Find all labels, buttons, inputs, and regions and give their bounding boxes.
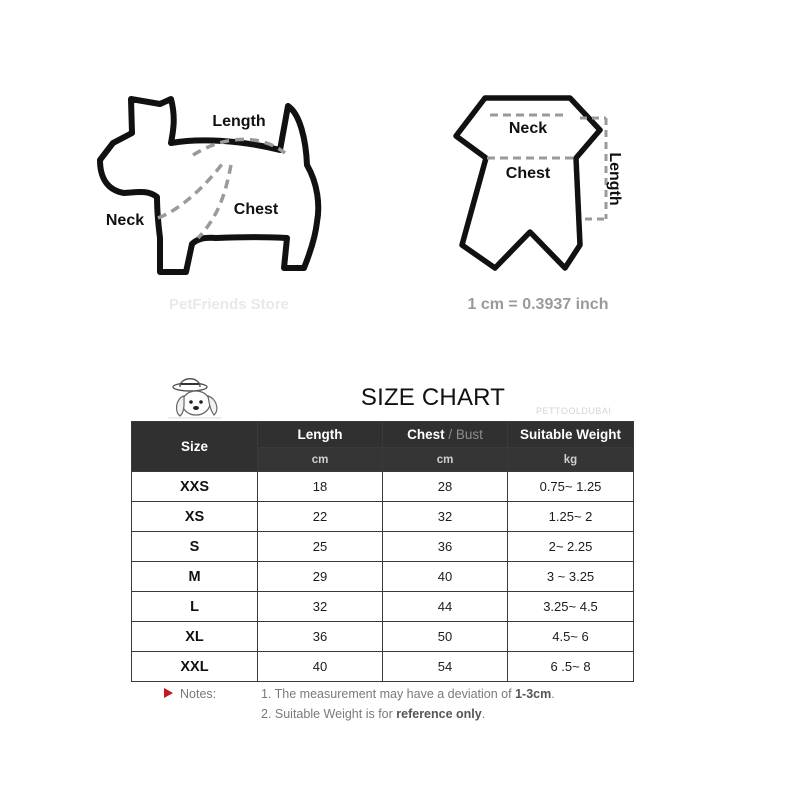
length-cell: 29 — [258, 562, 383, 592]
dog-length-label: Length — [212, 113, 266, 130]
chest-cell: 40 — [383, 562, 508, 592]
length-cell: 22 — [258, 502, 383, 532]
size-cell: XS — [132, 502, 258, 532]
table-row — [132, 472, 634, 502]
measurement-diagrams — [0, 0, 800, 340]
dog-neck-measure — [158, 160, 225, 218]
length-cell: 40 — [258, 652, 383, 682]
notes-arrow-icon — [164, 688, 173, 698]
table-row — [132, 652, 634, 682]
chest-cell: 54 — [383, 652, 508, 682]
size-cell: XXL — [132, 652, 258, 682]
size-cell: XL — [132, 622, 258, 652]
length-cell: 36 — [258, 622, 383, 652]
weight-cell: 0.75~ 1.25 — [508, 472, 634, 502]
chart-title: SIZE CHART — [360, 384, 506, 411]
length-cell: 25 — [258, 532, 383, 562]
weight-unit: kg — [508, 448, 634, 472]
chest-cell: 36 — [383, 532, 508, 562]
weight-cell: 3.25~ 4.5 — [508, 592, 634, 622]
weight-cell: 2~ 2.25 — [508, 532, 634, 562]
length-cell: 18 — [258, 472, 383, 502]
chest-cell: 44 — [383, 592, 508, 622]
size-cell: M — [132, 562, 258, 592]
size-cell: S — [132, 532, 258, 562]
weight-cell: 4.5~ 6 — [508, 622, 634, 652]
note-line-1: 1. The measurement may have a deviation of 1-3cm. — [261, 687, 555, 701]
chest-cell: 32 — [383, 502, 508, 532]
garment-chest-label: Chest — [505, 165, 551, 182]
table-row — [132, 622, 634, 652]
notes-label: Notes: — [180, 687, 217, 701]
size-cell: XXS — [132, 472, 258, 502]
table-header-row — [132, 422, 634, 448]
weight-cell: 1.25~ 2 — [508, 502, 634, 532]
garment-neck-label: Neck — [508, 120, 548, 137]
table-row — [132, 532, 634, 562]
weight-column-header: Suitable Weight — [508, 422, 634, 448]
chart-watermark: PETTOOLDUBAI — [536, 406, 612, 416]
dog-chest-label: Chest — [233, 201, 279, 218]
chest-cell: 50 — [383, 622, 508, 652]
conversion-note: 1 cm = 0.3937 inch — [467, 296, 609, 313]
chest-cell: 28 — [383, 472, 508, 502]
length-unit: cm — [258, 448, 383, 472]
size-table — [131, 421, 634, 682]
dog-neck-label: Neck — [105, 212, 145, 229]
chest-unit: cm — [383, 448, 508, 472]
table-row — [132, 592, 634, 622]
garment-length-label: Length — [606, 152, 623, 206]
length-cell: 32 — [258, 592, 383, 622]
dog-chest-measure — [198, 165, 231, 238]
size-cell: L — [132, 592, 258, 622]
note-line-2: 2. Suitable Weight is for reference only. — [261, 707, 486, 721]
dog-outline — [100, 99, 318, 272]
size-column-header: Size — [132, 422, 258, 472]
table-row — [132, 502, 634, 532]
table-row — [132, 562, 634, 592]
chest-column-header: Chest / Bust — [383, 422, 508, 448]
weight-cell: 6 .5~ 8 — [508, 652, 634, 682]
length-column-header: Length — [258, 422, 383, 448]
store-watermark: PetFriends Store — [168, 296, 290, 313]
weight-cell: 3 ~ 3.25 — [508, 562, 634, 592]
